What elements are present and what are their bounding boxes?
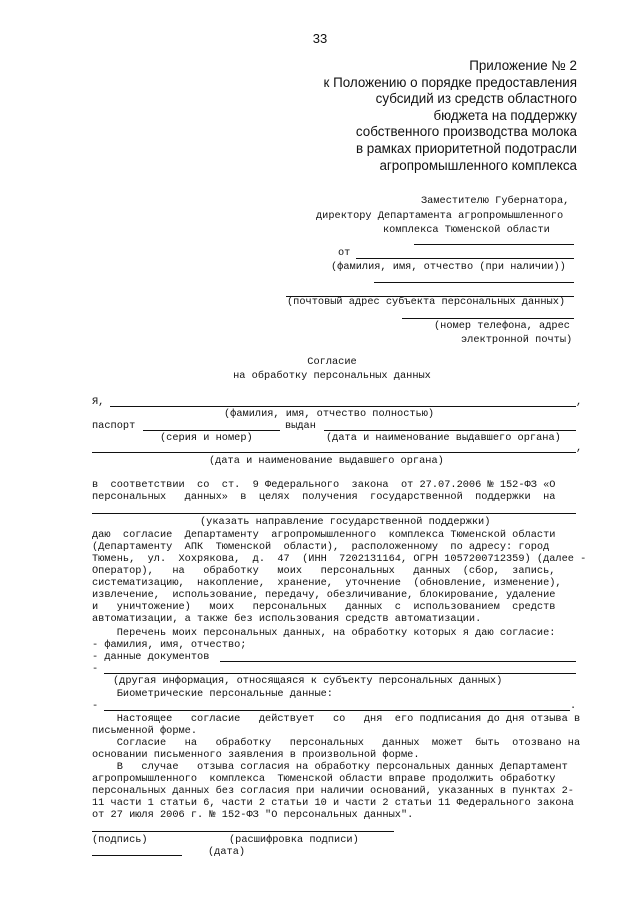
issued-label: выдан — [285, 420, 316, 432]
consent-line: Оператор), на обработку моих персональных данных (сбор, запись, — [92, 565, 556, 577]
date-line — [92, 855, 182, 856]
docs-line — [220, 661, 576, 662]
from-label: от — [338, 247, 351, 259]
consent-line: извлечение, использование, передачу, обезличивание, блокирование, удаление — [92, 589, 556, 601]
biometric-dash: - — [92, 700, 99, 712]
issuer-hint: (дата и наименование выдавшего органа) — [326, 432, 561, 444]
list-item-dash: - — [92, 663, 99, 675]
consent-line: Тюмень, ул. Хохрякова, д. 47 (ИНН 7202131164, ОГРН 1057200712359) (далее - — [92, 553, 587, 565]
direction-hint: (указать направление государственной поддержки) — [200, 516, 491, 528]
biometric-label: Биометрические персональные данные: — [92, 688, 333, 700]
revoke-line-2: основании письменного заявления в произвольной форме. — [92, 749, 420, 761]
passport-number-line — [143, 430, 280, 431]
address-hint: (почтовый адрес субъекта персональных данных) — [287, 296, 566, 308]
annex-line: агропромышленного комплекса — [379, 157, 577, 173]
addressee-blank-line — [414, 244, 574, 245]
valid-line-2: письменной форме. — [92, 725, 198, 737]
series-hint: (серия и номер) — [160, 432, 253, 444]
phone-hint-2: электронной почты) — [461, 334, 573, 346]
withdraw-line: 11 части 1 статьи 6, части 2 статьи 10 и части 2 статьи 11 Федерального закона — [92, 797, 574, 809]
phone-line — [402, 318, 574, 319]
passport-label: паспорт — [92, 420, 136, 432]
law-text-2: персональных данных» в целях получения государственной поддержки на — [92, 491, 556, 503]
annex-title: Приложение № 2 — [469, 58, 577, 73]
date-hint: (дата) — [208, 846, 246, 858]
issuer-line-2 — [92, 452, 576, 453]
consent-line: автоматизации, а также без использования средств автоматизации. — [92, 613, 482, 625]
biometric-line — [104, 710, 570, 711]
fio-hint: (фамилия, имя, отчество (при наличии)) — [331, 261, 566, 273]
biometric-end: . — [570, 700, 577, 712]
comma-2: , — [576, 442, 583, 454]
valid-line-1: Настоящее согласие действует со дня его подписания до дня отзыва в — [92, 713, 581, 725]
annex-line: в рамках приоритетной подотрасли — [355, 140, 577, 156]
consent-line: и уничтожение) моих персональных данных с использованием средств — [92, 601, 556, 613]
withdraw-line: от 27 июля 2006 г. № 152-ФЗ "О персональных данных". — [92, 809, 414, 821]
from-fio-line — [356, 258, 574, 259]
annex-line: собственного производства молока — [355, 124, 577, 140]
list-intro: Перечень моих персональных данных, на обработку которых я даю согласие: — [92, 627, 556, 639]
page-number: 33 — [312, 31, 328, 46]
list-item-fio: - фамилия, имя, отчество; — [92, 639, 247, 651]
withdraw-line: агропромышленного комплекса Тюменской области вправе продолжить обработку — [92, 773, 556, 785]
revoke-line-1: Согласие на обработку персональных данных может быть отозвано на — [92, 737, 581, 749]
consent-line: систематизацию, накопление, хранение, уточнение (обновление, изменение), — [92, 577, 562, 589]
issuer-hint-2: (дата и наименование выдавшего органа) — [209, 455, 444, 467]
withdraw-line: В случае отзыва согласия на обработку персональных данных Департамент — [92, 761, 568, 773]
direction-line — [92, 513, 576, 514]
comma: , — [576, 396, 583, 408]
signature-line — [92, 831, 394, 832]
addressee-line-3: комплекса Тюменской области — [383, 224, 550, 236]
sign-hint: (подпись) — [92, 834, 148, 846]
law-text-1: в соответствии со ст. 9 Федерального закона от 27.07.2006 № 152-ФЗ «О — [92, 479, 556, 491]
annex-line: бюджета на поддержку — [433, 107, 577, 123]
phone-hint-1: (номер телефона, адрес — [434, 320, 570, 332]
ya-label: Я, — [92, 396, 105, 408]
list-item-docs: - данные документов — [92, 651, 210, 663]
doc-title-1: Согласие — [307, 356, 357, 368]
other-hint: (другая информация, относящаяся к субъекту персональных данных) — [113, 675, 503, 687]
address-line-1 — [374, 282, 574, 283]
annex-block — [237, 58, 577, 174]
addressee-line-2: директору Департамента агропромышленного — [316, 210, 564, 222]
decode-hint: (расшифровка подписи) — [229, 834, 359, 846]
fio-full-hint: (фамилия, имя, отчество полностью) — [224, 408, 435, 420]
annex-line: к Положению о порядке предоставления — [323, 74, 577, 90]
addressee-line-1: Заместителю Губернатора, — [421, 195, 570, 207]
annex-line: субсидий из средств областного — [375, 91, 577, 107]
other-line — [104, 673, 576, 674]
fio-full-line — [110, 406, 576, 407]
consent-line: (Департаменту АПК Тюменской области), расположенному по адресу: город — [92, 541, 550, 553]
issuer-line — [324, 430, 576, 431]
consent-line: даю согласие Департаменту агропромышленного комплекса Тюменской области — [92, 529, 556, 541]
doc-title-2: на обработку персональных данных — [233, 370, 431, 382]
withdraw-line: персональных данных без согласия при наличии оснований, указанных в пунктах 2- — [92, 785, 574, 797]
